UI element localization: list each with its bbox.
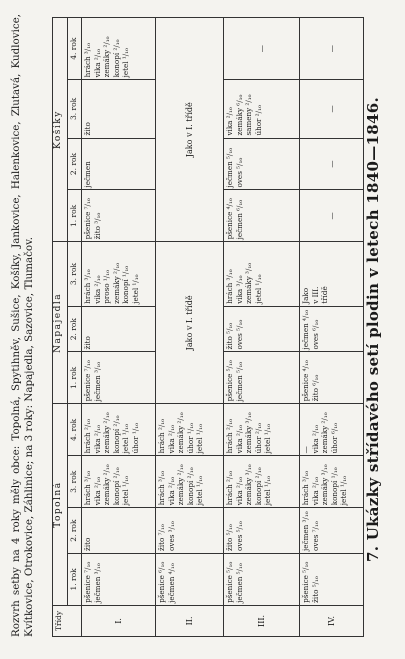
crop-entry: žito ⁵/₁₀ <box>225 322 234 350</box>
crop-entry: žito <box>83 537 92 551</box>
crop-entry: zemáky ²/₁₀ <box>102 412 111 454</box>
crop-entry: jetel ¹/₁₀ <box>263 424 272 454</box>
crop-entry: žito ⁵/₁₀ <box>225 524 234 551</box>
table-row <box>300 18 364 637</box>
crop-entry: konopí ²/₁₀ <box>185 467 195 506</box>
crop-cell <box>224 352 300 404</box>
crop-cell <box>82 508 156 554</box>
crop-cell <box>300 553 364 605</box>
year-header: 4. rok <box>68 18 82 80</box>
crop-entry: zemáky ³/₁₀ <box>244 412 253 454</box>
crop-entry: konopí ²/₁₀ <box>253 467 263 506</box>
crop-entry: oves ⁵/₁₀ <box>234 157 244 188</box>
crop-entry: úhor ²/₁₀ <box>253 422 263 454</box>
crop-table-body <box>82 18 364 637</box>
crop-entry: jetel ¹/₁₀ <box>263 475 272 506</box>
crop-cell <box>300 456 364 508</box>
crop-entry: hrách ²/₁₀ <box>225 418 234 454</box>
crop-entry: pšenice ⁷/₁₀ <box>83 360 92 402</box>
merged-note: Jako v I. třídě <box>156 242 224 404</box>
crop-entry: vika ²/₁₀ <box>234 476 244 506</box>
crop-entry: vika ²/₁₀ <box>310 424 320 454</box>
crop-entry: — <box>326 45 336 53</box>
crop-entry: hrách ³/₁₀ <box>83 269 92 304</box>
crop-cell <box>156 508 224 554</box>
crop-entry: jetel ¹/₁₀ <box>339 475 348 506</box>
crop-entry: úhor ¹/₁₀ <box>130 422 140 454</box>
crop-cell <box>156 553 224 605</box>
class-label: I. <box>82 605 156 636</box>
year-header: 4. rok <box>68 404 82 456</box>
crop-entry: pšenice ⁷/₁₀ <box>83 198 92 240</box>
crop-entry: konopí ¹/₁₀ <box>121 265 130 304</box>
crop-cell <box>224 553 300 605</box>
crop-entry: ječmen ⁴/₁₀ <box>166 563 176 603</box>
crop-entry: žito <box>83 336 92 350</box>
crop-entry: konopí ²/₁₀ <box>111 39 121 78</box>
crop-entry: proso ¹/₁₀ <box>102 270 111 304</box>
crop-cell <box>224 18 300 80</box>
header-classes: Třídy <box>53 605 82 636</box>
crop-entry: zemáky ³/₁₀ <box>244 262 253 304</box>
crop-entry: vika ²/₁₀ <box>225 107 234 136</box>
crop-entry: vika ²/₁₀ <box>166 476 176 506</box>
crop-entry: jetel ¹/₁₀ <box>195 424 204 454</box>
year-header: 1. rok <box>68 190 82 242</box>
crop-entry: jetel ¹/₁₀ <box>195 475 204 506</box>
crop-entry: — <box>326 212 336 220</box>
crop-entry: úhor ²/₁₀ <box>253 105 263 136</box>
crop-entry: vika ²/₁₀ <box>166 424 176 454</box>
crop-entry: ječmen ³/₁₀ <box>92 361 102 402</box>
crop-cell <box>300 80 364 138</box>
crop-entry: zemáky ²/₁₀ <box>102 36 111 78</box>
crop-cell <box>156 404 224 456</box>
crop-entry: oves ⁵/₁₀ <box>234 319 244 350</box>
crop-entry: třídě <box>320 286 329 304</box>
crop-entry: vika ²/₁₀ <box>234 424 244 454</box>
crop-entry: hrách ³/₁₀ <box>301 470 310 506</box>
crop-entry: konopí ²/₁₀ <box>111 415 121 454</box>
class-label: II. <box>156 605 224 636</box>
crop-entry: zemáky ³/₁₀ <box>320 464 329 506</box>
crop-entry: pšenice ⁵/₁₀ <box>225 360 234 402</box>
crop-cell <box>82 80 156 138</box>
crop-entry: hrách ³/₁₀ <box>225 269 234 304</box>
crop-entry: hrách ²/₁₀ <box>157 418 166 454</box>
crop-entry: žito ⁷/₁₀ <box>157 524 166 551</box>
crop-entry: ječmen ³/₁₀ <box>301 511 310 551</box>
crop-cell <box>224 242 300 306</box>
crop-entry: ječmen <box>83 161 92 188</box>
crop-cell <box>224 456 300 508</box>
table-row <box>156 18 224 637</box>
crop-cell <box>224 80 300 138</box>
crop-entry: oves ³/₁₀ <box>166 521 176 551</box>
village-napajedla: Napajedla <box>53 242 68 404</box>
crop-entry: zemáky ²/₁₀ <box>320 412 329 454</box>
merged-note: Jako v I. třídě <box>156 18 224 242</box>
crop-entry: žito ⁶/₁₀ <box>310 374 320 402</box>
crop-entry: vika ²/₁₀ <box>310 476 320 506</box>
crop-entry: Jako <box>301 287 310 304</box>
crop-entry: v III. <box>310 286 320 304</box>
table-row <box>224 18 300 637</box>
year-header: 1. rok <box>68 553 82 605</box>
crop-entry: zemáky ²/₁₀ <box>102 464 111 506</box>
crop-entry: vika ²/₁₀ <box>92 476 102 506</box>
crop-entry: žito ⁵/₁₀ <box>310 576 320 603</box>
crop-entry: oves ⁷/₁₀ <box>310 521 320 551</box>
crop-cell <box>300 190 364 242</box>
crop-cell <box>300 508 364 554</box>
crop-rotation-table <box>52 17 364 637</box>
year-header: 1. rok <box>68 352 82 404</box>
crop-entry: jetel ¹/₁₀ <box>130 274 140 304</box>
crop-entry: jetel ¹/₁₀ <box>121 48 130 78</box>
crop-entry: pšenice ⁵/₁₀ <box>301 561 310 603</box>
crop-entry: ječmen ⁶/₁₀ <box>234 199 244 240</box>
crop-entry: hrách ²/₁₀ <box>225 470 234 506</box>
crop-cell <box>224 138 300 190</box>
crop-entry: úhor ⁶/₁₀ <box>329 422 339 454</box>
crop-cell <box>82 242 156 306</box>
crop-cell <box>224 508 300 554</box>
crop-cell <box>300 18 364 80</box>
class-label: IV. <box>300 605 364 636</box>
year-header: 3. rok <box>68 242 82 306</box>
crop-entry: konopí ²/₁₀ <box>111 467 121 506</box>
crop-cell <box>224 306 300 352</box>
crop-entry: jetel ¹/₁₀ <box>121 424 130 454</box>
crop-cell <box>82 404 156 456</box>
year-header: 2. rok <box>68 508 82 554</box>
crop-entry: konopí ¹/₁₀ <box>329 467 339 506</box>
village-kosiky: Košíky <box>53 18 68 242</box>
crop-entry: vika ²/₁₀ <box>92 424 102 454</box>
crop-entry: ječmen ⁵/₁₀ <box>225 147 234 188</box>
crop-cell <box>300 306 364 352</box>
crop-cell <box>224 404 300 456</box>
crop-cell <box>82 138 156 190</box>
year-header: 3. rok <box>68 456 82 508</box>
year-header: 2. rok <box>68 138 82 190</box>
crop-cell <box>82 352 156 404</box>
crop-entry: úhor ¹/₁₀ <box>185 422 195 454</box>
crop-cell <box>82 456 156 508</box>
crop-entry: žito <box>83 122 92 136</box>
crop-entry: jetel ¹/₁₀ <box>121 475 130 506</box>
crop-cell <box>156 456 224 508</box>
crop-entry: zemáky ²/₁₀ <box>176 412 185 454</box>
crop-entry: jetel ¹/₁₀ <box>253 274 263 304</box>
crop-entry: — <box>326 105 336 113</box>
crop-entry: — <box>256 45 266 53</box>
year-header: 3. rok <box>68 80 82 138</box>
crop-entry: ječmen ³/₁₀ <box>92 563 102 603</box>
crop-entry: zemáky ²/₁₀ <box>176 464 185 506</box>
crop-entry: vika ²/₁₀ <box>92 49 102 78</box>
crop-entry: pšenice ⁶/₁₀ <box>157 561 166 603</box>
crop-entry: sameny ²/₁₀ <box>244 94 253 136</box>
crop-entry: ječmen ⁵/₁₀ <box>234 563 244 603</box>
crop-entry: — <box>301 446 310 454</box>
crop-entry: zemáky ²/₁₀ <box>111 262 121 304</box>
crop-cell <box>300 242 364 306</box>
crop-entry: žito ³/₁₀ <box>92 212 102 240</box>
crop-cell <box>82 18 156 80</box>
crop-entry: pšenice ⁷/₁₀ <box>83 561 92 603</box>
crop-cell <box>82 553 156 605</box>
crop-entry: pšenice ⁴/₁₀ <box>301 360 310 402</box>
crop-entry: hrách ²/₁₀ <box>83 418 92 454</box>
crop-entry: zemáky ⁶/₁₀ <box>234 94 244 136</box>
crop-cell <box>82 190 156 242</box>
crop-cell <box>300 404 364 456</box>
crop-entry: oves ⁵/₁₀ <box>234 521 244 551</box>
crop-cell <box>300 352 364 404</box>
crop-entry: pšenice ⁵/₁₀ <box>225 561 234 603</box>
crop-entry: pšenice ⁴/₁₀ <box>225 198 234 240</box>
table-row <box>82 18 156 637</box>
crop-entry: hrách ³/₁₀ <box>83 43 92 78</box>
crop-entry: hrách ³/₁₀ <box>83 470 92 506</box>
class-label: III. <box>224 605 300 636</box>
crop-cell <box>224 190 300 242</box>
crop-entry: oves ⁶/₁₀ <box>310 319 320 350</box>
crop-entry: ječmen ⁵/₁₀ <box>234 361 244 402</box>
year-header: 2. rok <box>68 306 82 352</box>
crop-cell <box>82 306 156 352</box>
crop-entry: vika ²/₁₀ <box>92 275 102 304</box>
crop-entry: vika ³/₁₀ <box>234 275 244 304</box>
crop-entry: hrách ³/₁₀ <box>157 470 166 506</box>
footnote: Rozvrh setby na 4 roky měly obce: Topolná, Spytihněv, Sušice, Košíky, Jankovice, Halenkovice, Zlutavá, Kudlovice, Kvítkovice, Otrokovice, Záhlinice; na 3 roky: Napajedla, Sazovice, Tlumačov. <box>10 14 35 637</box>
village-topolna: Topolná <box>53 404 68 605</box>
crop-entry: ječmen ⁴/₁₀ <box>301 309 310 350</box>
crop-entry: — <box>326 160 336 168</box>
crop-cell <box>300 138 364 190</box>
crop-entry: zemáky ³/₁₀ <box>244 464 253 506</box>
page-title: 7. Ukázky střídavého setí plodin v letech 1840—1846. <box>364 96 382 563</box>
